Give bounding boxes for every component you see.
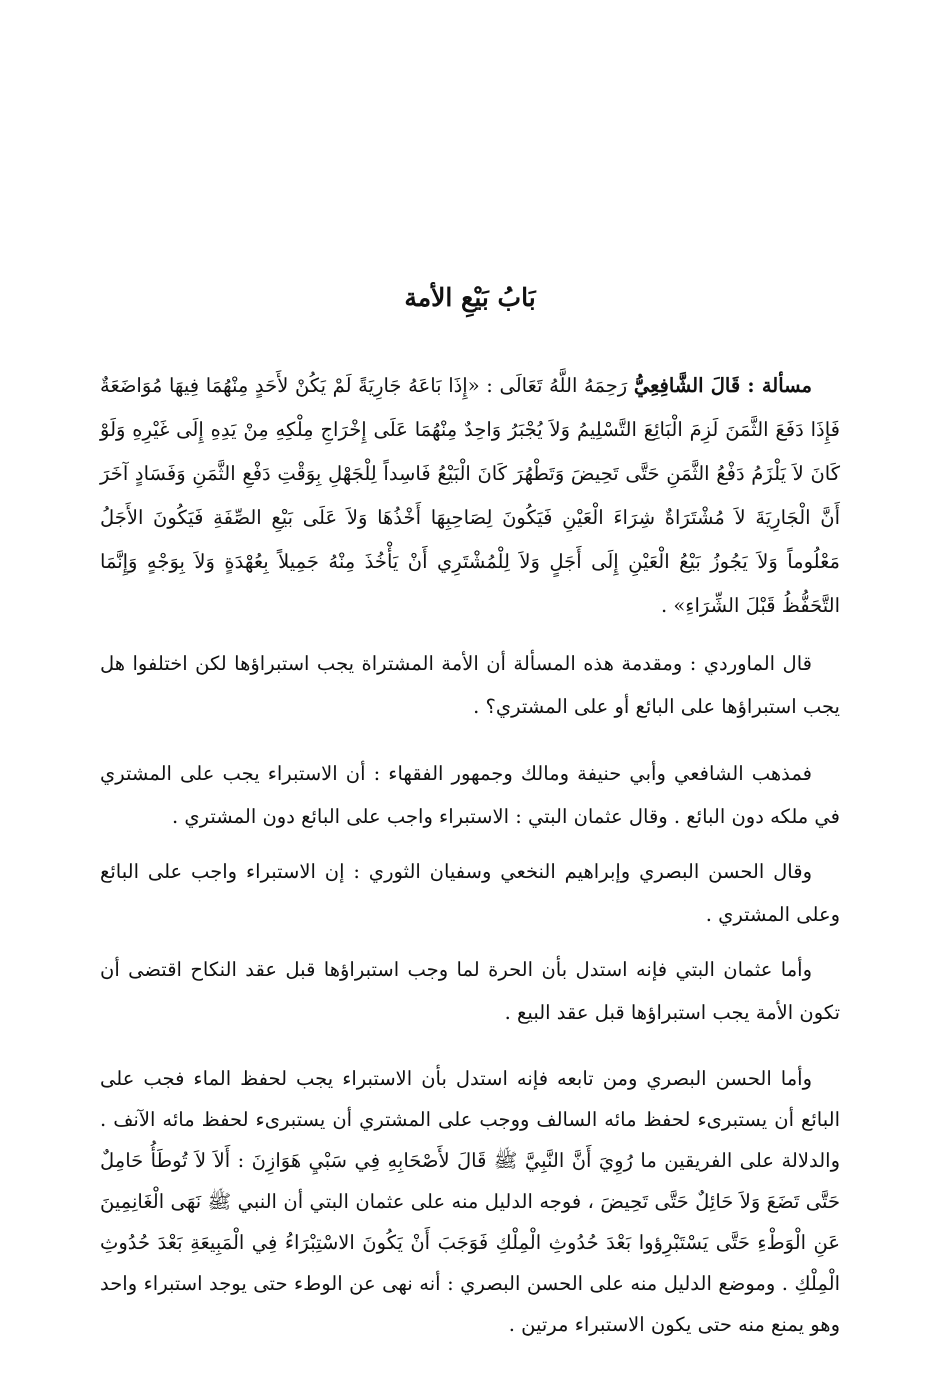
- paragraph-uthman-batti: وأما عثمان البتي فإنه استدل بأن الحرة لما وجب استبراؤها قبل عقد النكاح اقتضى أن تكون الأمة يجب استبراؤها قبل عقد البيع .: [100, 958, 840, 1024]
- quote-body: رَحِمَهُ اللَّهُ تَعَالَى : «إِذَا بَاعَهُ جَارِيَةً لَمْ يَكُنْ لأَحَدٍ مِنْهُمَا فِيهَا مُوَاضَعَةٌ فَإِذَا دَفَعَ الثَّمَنَ لَزِمَ الْبَائِعَ التَّسْلِيمُ وَلاَ يُجْبَرُ وَاحِدٌ مِنْهُمَا عَلَى إِخْرَاجِ مِلْكِهِ مِنْ يَدِهِ إِلَى غَيْرِهِ وَلَوْ كَانَ لاَ يَلْزَمُ دَفْعُ الثَّمَنِ حَتَّى تَحِيضَ وَتَطْهُرَ كَانَ الْبَيْعُ فَاسِداً لِلْجَهْلِ بِوَقْتِ دَفْعِ الثَّمَنِ وَفَسَادٍ آخَرَ أَنَّ الْجَارِيَةَ لاَ مُشْتَرَاةٌ شِرَاءَ الْعَيْنِ فَيَكُونَ لِصَاحِبِهَا أَخْذُهَا وَلاَ عَلَى بَيْعِ الصِّفَةِ فَيَكُونَ الأَجَلُ مَعْلُوماً وَلاَ يَجُوزُ بَيْعُ الْعَيْنِ إِلَى أَجَلٍ وَلاَ لِلْمُشْتَرِي أَنْ يَأْخُذَ مِنْهُ جَمِيلاً بِعُهْدَةٍ وَلاَ بِوَجْهٍ وَإِنَّمَا التَّحَفُّظُ قَبْلَ الشِّرَاءِ» .: [100, 374, 840, 617]
- quote-lead: مسألة : قَالَ الشَّافِعِيُّ: [633, 374, 812, 397]
- paragraph-hasan-basri: وقال الحسن البصري وإبراهيم النخعي وسفيان الثوري : إن الاستبراء واجب على البائع وعلى المشتري .: [100, 860, 840, 926]
- paragraph-madhab-shafii: فمذهب الشافعي وأبي حنيفة ومالك وجمهور الفقهاء : أن الاستبراء يجب على المشتري في ملكه دون البائع . وقال عثمان البتي : الاستبراء واجب على البائع دون المشتري .: [100, 762, 840, 828]
- shafii-quote: [100, 364, 840, 628]
- paragraph-mawardi: قال الماوردي : ومقدمة هذه المسألة أن الأمة المشتراة يجب استبراؤها لكن اختلفوا هل يجب استبراؤها على البائع أو على المشتري؟ .: [100, 652, 840, 718]
- chapter-title: بَابُ بَيْعِ الأمة: [404, 283, 536, 312]
- page-content: [100, 278, 840, 1345]
- paragraph-evidence: وأما الحسن البصري ومن تابعه فإنه استدل بأن الاستبراء يجب لحفظ الماء فجب على البائع أن يستبرىء لحفظ مائه السالف ووجب على المشتري أن يستبرىء لحفظ مائه الآنف . والدلالة على الفريقين ما رُوِيَ أَنَّ النَّبِيَّ ﷺ قَالَ لأَصْحَابِهِ فِي سَبْيِ هَوَازِنَ : أَلاَ لاَ تُوطَأُ حَامِلٌ حَتَّى تَضَعَ وَلاَ حَائِلٌ حَتَّى تَحِيضَ ، فوجه الدليل منه على عثمان البتي أن النبي ﷺ نَهَى الْغَانِمِينَ عَنِ الْوَطْءِ حَتَّى يَسْتَبْرِؤوا بَعْدَ حُدُوثِ الْمِلْكِ فَوَجَبَ أَنْ يَكُونَ الاسْتِبْرَاءُ فِي الْمَبِيعَةِ بَعْدَ حُدُوثِ الْمِلْكِ . وموضع الدليل منه على الحسن البصري : أنه نهى عن الوطء حتى يوجد استبراء واحد وهو يمنع منه حتى يكون الاستبراء مرتين .: [100, 1067, 840, 1336]
